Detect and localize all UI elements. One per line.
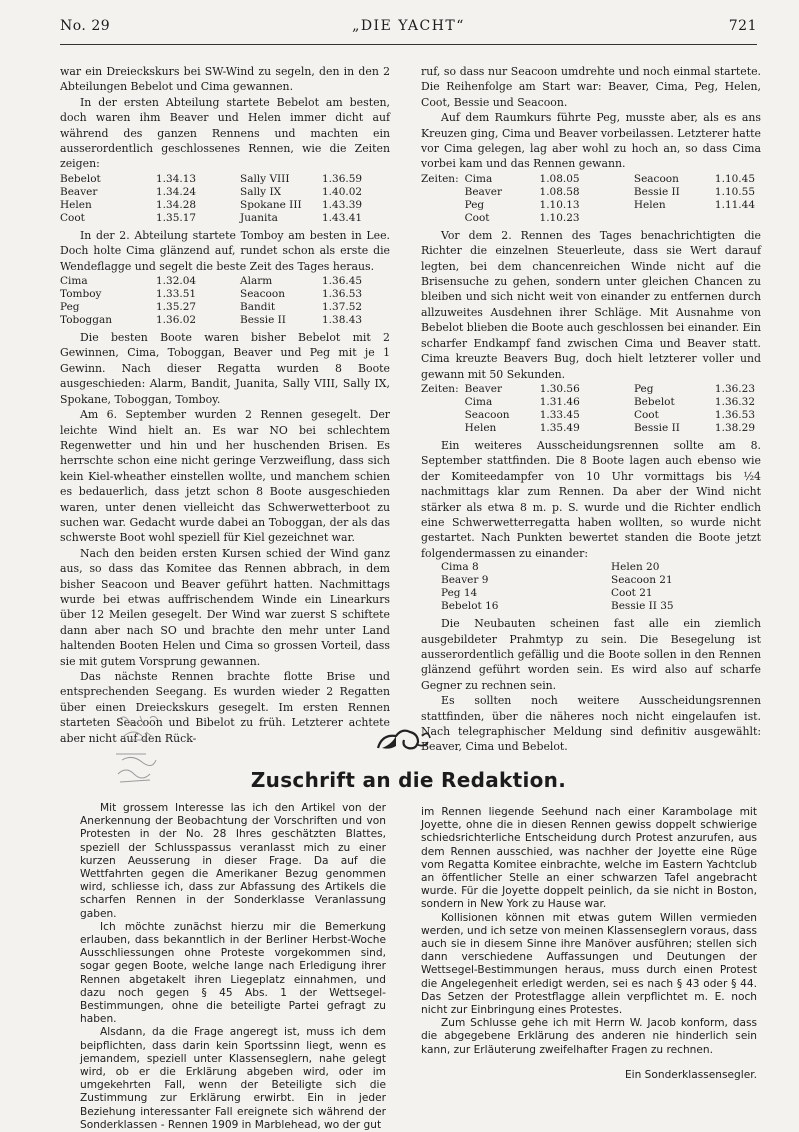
table-row: Cima 8 Helen 20 [441, 561, 660, 574]
table-row: Peg 14 Coot 21 [441, 587, 653, 600]
table-row: Beaver 1.08.58 Bessie II 1.10.55 [464, 185, 755, 198]
page-number: 721 [728, 18, 757, 34]
table-row: Beaver 1.34.24 Sally IX 1.40.02 [60, 185, 363, 198]
table-row: Toboggan 1.36.02 Bessie II 1.38.43 [60, 314, 363, 327]
paragraph: im Rennen liegende Seehund nach einer Karambolage mit Joyette, ohne die in diesen Rennen gewiss doppelt schwierige schiedsrichterliche Entscheidung durch Protest anzurufen, aus dem Rennen ausschied, was nachher der Joyette eine Rüge vom Regatta Komitee einbrachte, welche im Eastern Yachtclub an öffentlicher Stelle an einer schwarzen Tafel angebracht wurde. Für die Joyette doppelt peinlich, da sie nicht in Boston, sondern in New York zu Hause war. [421, 806, 757, 911]
table-row: Cima 1.32.04 Alarm 1.36.45 [60, 275, 363, 288]
paragraph: In der 2. Abteilung startete Tomboy am besten in Lee. Doch holte Cima glänzend auf, rundet schon als erste die Wendeflagge und segelt die beste Zeit des Tages heraus. [60, 228, 390, 273]
points-table [441, 561, 674, 613]
paragraph: Zum Schlusse gehe ich mit Herrn W. Jacob konform, dass die abgegebene Erklärung des anderen nie hinderlich sein kann, zur Erläuterung zweifelhafter Fragen zu rechnen. [421, 1017, 757, 1056]
journal-title: „DIE YACHT“ [352, 18, 465, 34]
page-header [60, 18, 757, 42]
table-row: Beaver 9 Seacoon 21 [441, 574, 673, 587]
paragraph: war ein Dreieckskurs bei SW-Wind zu segeln, den in den 2 Abteilungen Bebelot und Cima gewannen. [60, 65, 390, 94]
results-table-4 [421, 383, 761, 435]
table-row: Cima 1.31.46 Bebelot 1.36.32 [464, 395, 755, 408]
letter-left-column [80, 802, 386, 1132]
header-rule [60, 44, 757, 45]
table-row: Zeiten: Cima 1.08.05 Seacoon 1.10.45 [421, 172, 755, 185]
table-row: Coot 1.35.17 Juanita 1.43.41 [60, 211, 363, 224]
issue-number: No. 29 [60, 18, 111, 34]
paragraph: Am 6. September wurden 2 Rennen gesegelt. Der leichte Wind hielt an. Es war NO bei schlechtem Regenwetter und hin und her huschenden Brisen. Es herrschte schon eine nicht geringe Verzweiflung, dass sich kein Kiel-wheather einstellen wollte, und manchem schien es bedauerlich, dass jetzt schon 8 Boote ausgeschieden waren, unter denen vielleicht das Schwerwetterboot zu suchen war. Gedacht wurde dabei an Toboggan, der als das schwerste Boot wohl speziell für Kiel gezeichnet war. [60, 408, 390, 545]
table-row: Peg 1.35.27 Bandit 1.37.52 [60, 301, 363, 314]
signature: Ein Sonderklassensegler. [624, 1068, 757, 1081]
paragraph: In der ersten Abteilung startete Bebelot am besten, doch waren ihm Beaver und Helen immer dicht auf während des ganzen Rennens und machten ein ausserordentlich geschlossenes Rennen, wie die Zeiten zeigen: [60, 95, 390, 171]
paragraph: Es sollten noch weitere Ausscheidungsrennen stattfinden, über die näheres noch nicht eingelaufen ist. Nach telegraphischer Meldung sind definitiv ausgewählt: Beaver, Cima und Bebelot. [421, 694, 761, 754]
paragraph: Nach den beiden ersten Kursen schied der Wind ganz aus, so dass das Komitee das Rennen abbrach, in dem bisher Seacoon und Beaver geführt hatten. Nachmittags wurde bei etwas auffrischendem Winde ein Linearkurs über 12 Meilen gesegelt. Der Wind war zuerst S schiftete dann aber nach SO und brachte den mehr unter Land haltenden Booten Helen und Cima so grossen Vorteil, dass sie mit gutem Vorsprung gewannen. [60, 546, 390, 668]
table-row: Coot 1.10.23 [464, 211, 580, 224]
paragraph: Ich möchte zunächst hierzu mir die Bemerkung erlauben, dass bekanntlich in der Berliner Herbst-Woche Ausschliessungen ohne Proteste vorgekommen sind, sogar gegen Boote, welche lange nach Erledigung ihrer Rennen abgetakelt ihren Liegeplatz einnahmen, und dazu noch gegen § 45 Abs. 1 der Wettsegel-Bestimmungen, ohne die beteiligte Partei gefragt zu haben. [80, 920, 386, 1026]
left-column [60, 64, 390, 746]
paragraph: Das nächste Rennen brachte flotte Brise und entsprechenden Seegang. Es wurden wieder 2 Regatten über einen Dreieckskurs gesegelt. Im ersten Rennen starteten Seacoon und Bibelot zu früh. Letzterer achtete aber nicht auf den Rück- [60, 670, 390, 745]
paragraph: Kollisionen können mit etwas gutem Willen vermieden werden, und ich setze von meinen Klassenseglern voraus, dass auch sie in diesem Sinne ihre Manöver ausführen; stellen sich dann verschiedene Auffassungen und Deutungen der Wettsegel-Bestimmungen heraus, muss durch einen Protest die Angelegenheit erledigt werden, sei es nach § 43 oder § 44. Das Setzen der Protestflagge allein verpflichtet m. E. noch nicht zur Einbringung eines Protestes. [421, 911, 757, 1017]
paragraph: Alsdann, da die Frage angeregt ist, muss ich dem beipflichten, dass darin kein Sportssinn liegt, wenn es jemandem, speziell unter Klassenseglern, nahe gelegt wird, ob er die Erklärung abgeben wird, oder im umgekehrten Fall, wenn der Beteiligte sich die Zustimmung zur Erklärung erwirbt. Ein in jeder Beziehung interessanter Fall ereignete sich während der Sonderklassen - Rennen 1909 in Marblehead, wo der gut [80, 1026, 386, 1131]
right-column [421, 64, 761, 755]
results-table-2 [60, 275, 368, 327]
letter-heading: Zuschrift an die Redaktion. [250, 768, 567, 792]
results-table-1 [60, 173, 368, 225]
table-row: Tomboy 1.33.51 Seacoon 1.36.53 [60, 288, 363, 301]
table-row: Helen 1.35.49 Bessie II 1.38.29 [464, 421, 755, 434]
paragraph: ruf, so dass nur Seacoon umdrehte und noch einmal startete. Die Reihenfolge am Start war: Beaver, Cima, Peg, Helen, Coot, Bessie und Seacoon. [421, 65, 761, 109]
paragraph: Ein weiteres Ausscheidungsrennen sollte am 8. September stattfinden. Die 8 Boote lagen auch ebenso wie der Komiteedampfer von 10 Uhr vormittags bis ½4 nachmittags klar zum Rennen. Da aber der Wind nicht stärker als etwa 8 m. p. S. wurde und die Richter endlich eine Schwerwetterregatta haben wollten, so wurde nicht gestartet. Nach Punkten bewertet standen die Boote jetzt folgendermassen zu einander: [421, 438, 761, 560]
table-row: Peg 1.10.13 Helen 1.11.44 [464, 198, 755, 211]
paragraph: Auf dem Raumkurs führte Peg, musste aber, als es ans Kreuzen ging, Cima und Beaver vorbeilassen. Letzterer hatte vor Cima gelegen, lag aber wohl zu hoch an, so dass Cima vorbei kam und das Rennen gewann. [421, 111, 761, 171]
table-row: Zeiten: Beaver 1.30.56 Peg 1.36.23 [421, 382, 755, 395]
table-row: Seacoon 1.33.45 Coot 1.36.53 [464, 408, 755, 421]
paragraph: Mit grossem Interesse las ich den Artikel von der Anerkennung der Beobachtung der Vorschriften und von Protesten in der No. 28 Ihres geschätzten Blattes, speziell der Schlusspassus veranlasst mich zu einer kurzen Aeusserung in dieser Frage. Da auf die Wettfahrten gegen die Amerikaner Bezug genommen wird, schliesse ich, dass zur Abfassung des Artikels die scharfen Rennen in der Sonderklasse Veranlassung gaben. [80, 802, 386, 920]
paragraph: Vor dem 2. Rennen des Tages benachrichtigten die Richter die einzelnen Steuerleute, dass sie Wert darauf legten, bei dem chancenreichen Winde nicht auf die Brisensuche zu gehen, sondern unter gleichen Chancen zu bleiben und sich nicht weit von einander zu entfernen durch allzuweites Ausdehnen ihrer Schläge. Mit Ausnahme von Bebelot blieben die Boote auch geschlossen bei einander. Ein scharfer Endkampf fand zwischen Cima und Beaver statt. Cima kreuzte Beavers Bug, doch hielt letzterer voller und gewann mit 50 Sekunden. [421, 228, 761, 381]
table-row: Bebelot 16 Bessie II 35 [441, 600, 674, 613]
zeiten-label: Zeiten: [421, 382, 459, 395]
seahorse-ornament-icon [372, 726, 434, 756]
table-row: Helen 1.34.28 Spokane III 1.43.39 [60, 198, 363, 211]
paragraph: Die Neubauten scheinen fast alle ein ziemlich ausgebildeter Prahmtyp zu sein. Die Besegelung ist ausserordentlich gefällig und die Boote sollen in den Rennen glänzend geführt worden sein. Es wird also auf scharfe Gegner zu rechnen sein. [421, 617, 761, 692]
results-table-3 [421, 173, 761, 225]
paragraph: Die besten Boote waren bisher Bebelot mit 2 Gewinnen, Cima, Toboggan, Beaver und Peg mit je 1 Gewinn. Nach dieser Regatta wurden 8 Boote ausgeschieden: Alarm, Bandit, Juanita, Sally VIII, Sally IX, Spokane, Toboggan, Tomboy. [60, 331, 390, 406]
letter-right-column [421, 806, 757, 1082]
zeiten-label: Zeiten: [421, 172, 459, 185]
table-row: Bebelot 1.34.13 Sally VIII 1.36.59 [60, 172, 363, 185]
